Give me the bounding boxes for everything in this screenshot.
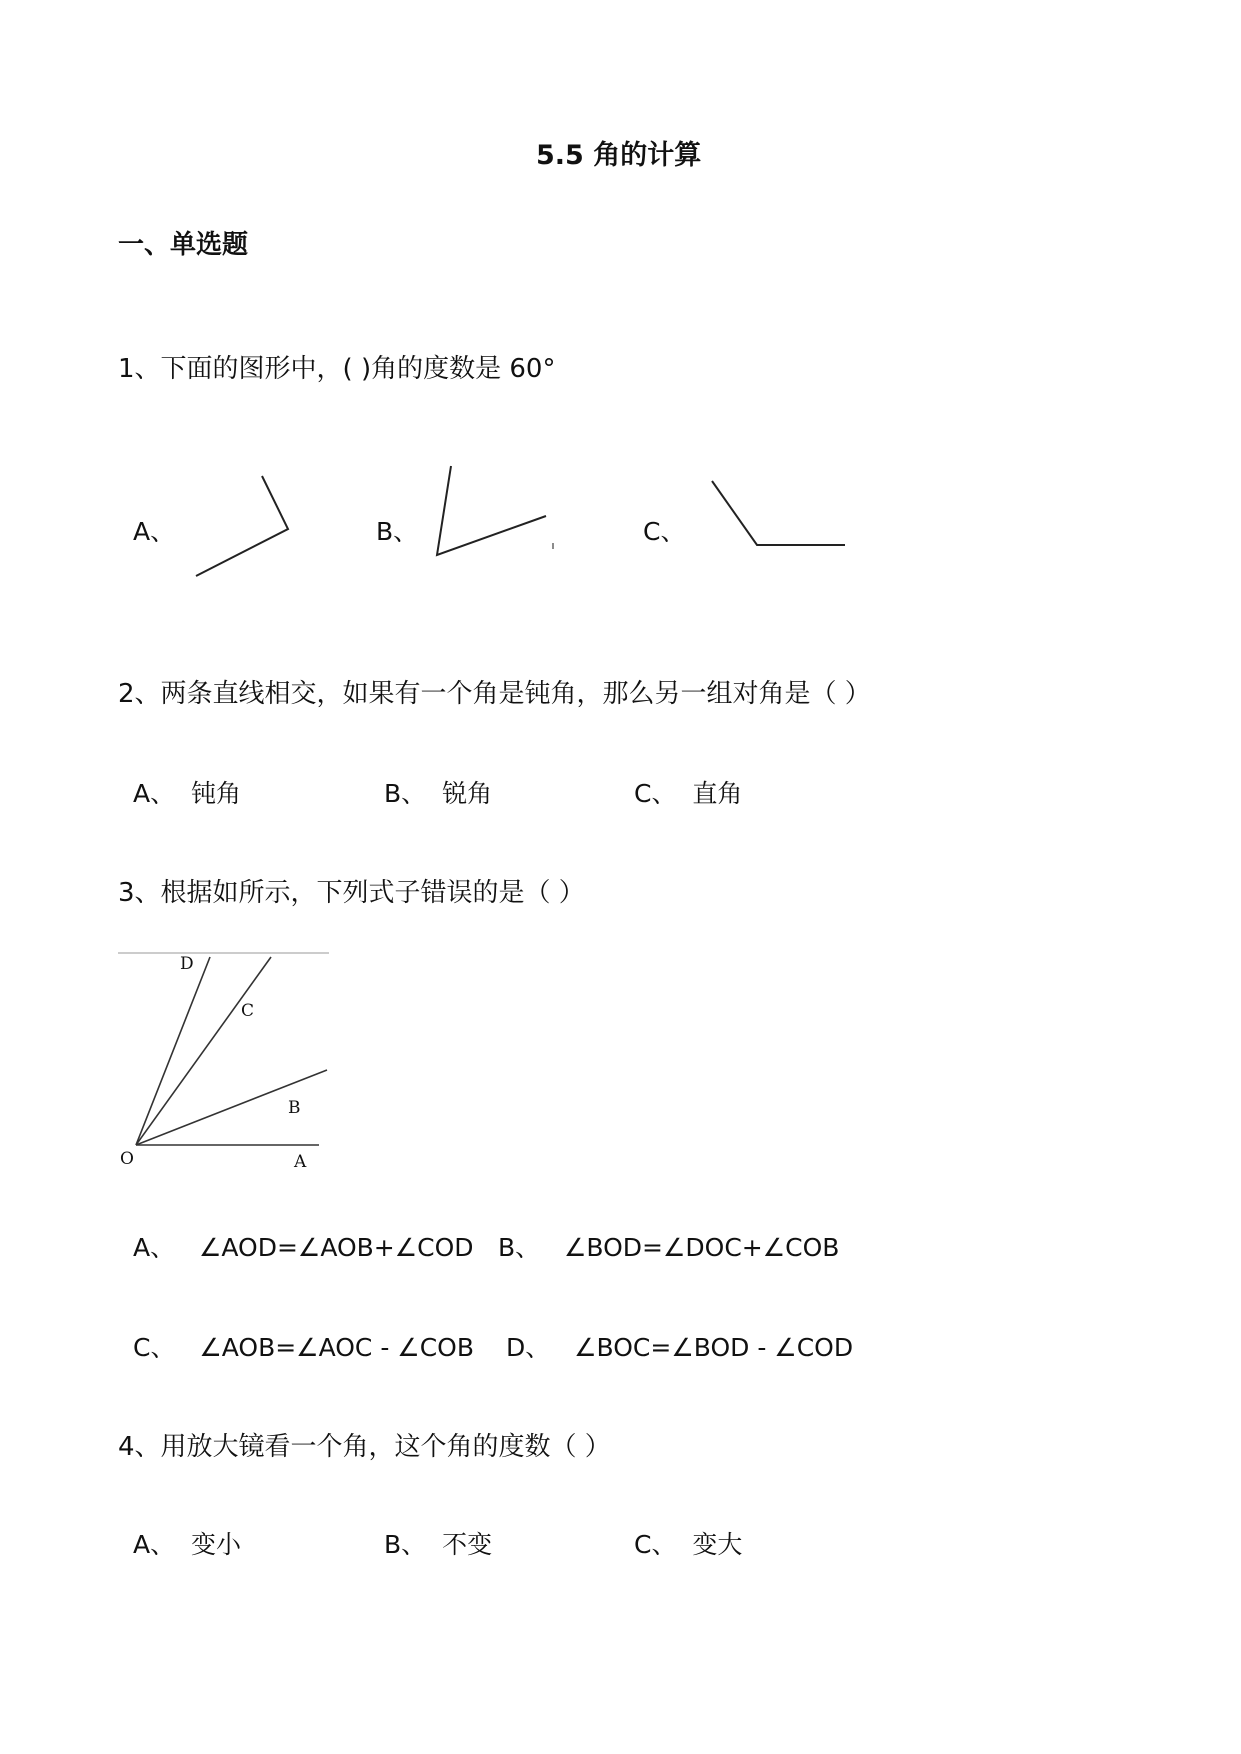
ray-oc <box>136 957 271 1145</box>
option-text: 不变 <box>442 1530 493 1559</box>
option-label: C、 <box>634 779 677 808</box>
q3-option-c[interactable] <box>133 1328 474 1364</box>
q1-option-a-label[interactable]: A、 <box>133 517 176 546</box>
question-text: 用放大镜看一个角，这个角的度数（ ） <box>160 1432 611 1462</box>
option-text: ∠BOD=∠DOC+∠COB <box>564 1233 840 1262</box>
question-number: 1、 <box>118 354 161 384</box>
figure-label-d: D <box>180 954 194 974</box>
option-text: ∠AOD=∠AOB+∠COD <box>198 1233 474 1262</box>
question-text: 下面的图形中，( )角的度数是 60° <box>160 354 556 384</box>
option-text: 变大 <box>692 1530 743 1559</box>
q3-option-a[interactable] <box>133 1228 474 1264</box>
figure-label-c: C <box>241 1001 255 1021</box>
question-number: 3、 <box>118 878 161 908</box>
option-label: B、 <box>384 1530 427 1559</box>
option-label: D、 <box>506 1333 551 1362</box>
option-text: 钝角 <box>191 779 242 808</box>
q3-option-d[interactable] <box>506 1328 853 1364</box>
option-label: A、 <box>133 779 176 808</box>
option-label: A、 <box>133 1530 176 1559</box>
question-text: 根据如所示，下列式子错误的是（ ） <box>160 878 585 908</box>
section-heading: 一、单选题 <box>118 230 249 260</box>
option-label: C、 <box>634 1530 677 1559</box>
q1-option-c-label[interactable]: C、 <box>643 517 686 546</box>
q4-option-a[interactable] <box>133 1525 241 1561</box>
figure-label-a: A <box>294 1152 307 1172</box>
option-label: C、 <box>133 1333 176 1362</box>
q3-option-b[interactable] <box>498 1228 839 1264</box>
q4-option-c[interactable] <box>634 1525 742 1561</box>
ray-od <box>136 957 210 1145</box>
question-text: 两条直线相交，如果有一个角是钝角，那么另一组对角是（ ） <box>160 679 871 709</box>
option-text: 变小 <box>191 1530 242 1559</box>
question-number: 4、 <box>118 1432 161 1462</box>
option-text: 直角 <box>692 779 743 808</box>
option-label: B、 <box>498 1233 541 1262</box>
question-4 <box>118 1426 611 1463</box>
q4-option-b[interactable] <box>384 1525 492 1561</box>
option-label: A、 <box>133 1233 176 1262</box>
figure-label-b: B <box>288 1098 301 1118</box>
question-number: 2、 <box>118 679 161 709</box>
figure-label-o: O <box>120 1149 134 1169</box>
option-text: 锐角 <box>442 779 493 808</box>
option-text: ∠AOB=∠AOC - ∠COB <box>199 1333 474 1362</box>
option-text: ∠BOC=∠BOD - ∠COD <box>574 1333 854 1362</box>
option-label: B、 <box>384 779 427 808</box>
page-title: 5.5 角的计算 <box>536 140 702 171</box>
q1-option-b-label[interactable]: B、 <box>376 517 419 546</box>
